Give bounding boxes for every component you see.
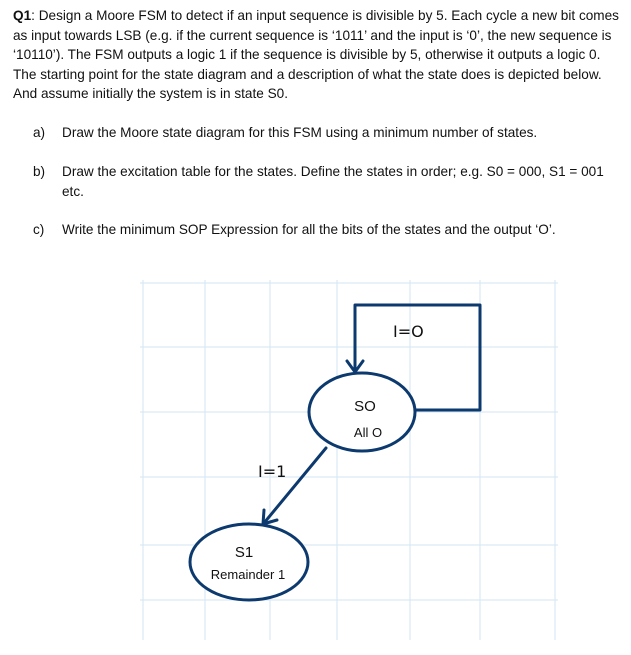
part-c-text: Write the minimum SOP Expression for all the bits of the states and the output ‘O’.: [62, 222, 556, 237]
part-c-label: c): [33, 222, 45, 237]
part-b-text: Draw the excitation table for the states. Define the states in order; e.g. S0 = 000, S1 = 001 etc.: [62, 164, 604, 199]
part-a-text: Draw the Moore state diagram for this FSM using a minimum number of states.: [62, 125, 538, 140]
self-loop-label: I=O: [393, 322, 424, 341]
state-so-name: SO: [354, 398, 376, 415]
part-a-label: a): [33, 125, 46, 140]
question-body: : Design a Moore FSM to detect if an input sequence is divisible by 5. Each cycle a new bit comes as input towards LSB (e.g. if the current sequence is ‘1011’ and the input is ‘0’, the new sequence is ‘10110’). The FSM outputs a logic 1 if the sequence is divisible by 5, otherwise it outputs a logic 0. The starting point for the state diagram and a description of what the state does is depicted below. And assume initially the system is in state S0.: [13, 8, 619, 102]
state-so-description: All O: [353, 425, 383, 440]
state-s1-circle: [190, 524, 308, 600]
part-b-label: b): [33, 164, 46, 179]
transition-label-input-1: I=1: [258, 462, 287, 481]
state-s1-description: Remainder 1: [210, 567, 286, 582]
transition-so-to-s1: [263, 448, 326, 524]
question-number: Q1: [13, 8, 32, 23]
state-s1-name: S1: [234, 544, 254, 561]
